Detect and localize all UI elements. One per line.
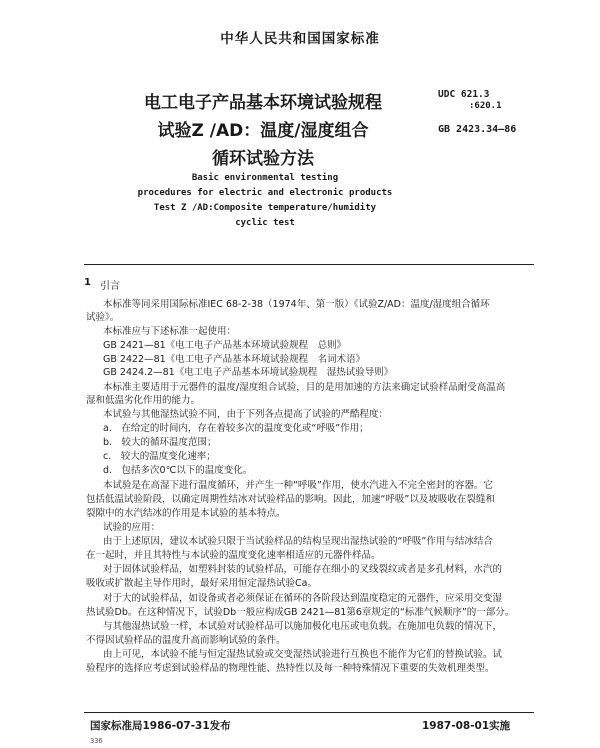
body-line: 本标准应与下述标准一起使用： xyxy=(103,326,237,337)
body-line: 与其他湿热试验一样，本试验对试验样品可以施加极化电压或电负载。在施加电负载的情况下， xyxy=(103,621,503,632)
body-line: 由上可见，本试验不能与恒定湿热试验或交变湿热试验进行互换也不能作为它们的替换试验。试 xyxy=(103,649,503,660)
effective-date: 1987-08-01实施 xyxy=(422,720,511,732)
body-line: 裂隙中的水汽结冰的作用是本试验的基本特点。 xyxy=(86,508,286,519)
body-line: c. 较大的温度变化速率； xyxy=(103,451,216,462)
body-line: 对于大的试验样品，如设备或者必须保证在循环的各阶段达到温度稳定的元器件，应采用交变湿 xyxy=(103,593,503,604)
title-en-line-1: Basic environmental testing xyxy=(191,173,339,183)
body-line: 试验的应用： xyxy=(103,522,161,533)
body-line: 试验》。 xyxy=(86,312,120,323)
body-line: 吸收或扩散起主导作用时，最好采用恒定湿热试验Ca。 xyxy=(86,578,317,589)
body-line: 包括低温试验阶段，以确定周期性结冰对试验样品的影响。因此，加速“呼吸”以及坡吸收在裂缝和 xyxy=(86,494,495,505)
body-line: b. 较大的循环温度范围； xyxy=(103,437,217,448)
title-en-line-3: Test Z /AD:Composite temperature/humidity xyxy=(153,203,377,213)
page-number: 336 xyxy=(90,737,103,745)
issuing-authority: 中华人民共和国国家标准 xyxy=(220,31,380,47)
udc-code-sub: :620.1 xyxy=(469,101,502,111)
body-line: d. 包括多次0℃以下的温度变化。 xyxy=(103,465,253,476)
standard-number: GB 2423.34—86 xyxy=(438,124,517,135)
top-divider xyxy=(84,264,534,265)
issue-date: 国家标准局1986-07-31发布 xyxy=(90,720,231,732)
title-cn-line-3: 循环试验方法 xyxy=(212,149,314,169)
section-title: 引言 xyxy=(100,281,120,292)
title-cn-line-2: 试验Z /AD：温度/湿度组合 xyxy=(157,121,369,141)
body-line: 本试验是在高湿下进行温度循环，并产生一种“呼吸”作用，使水汽进入不完全密封的容器。它 xyxy=(103,480,493,491)
body-line: 对于固体试验样品，如塑料封装的试验样品，可能存在细小的叉线裂纹或者是多孔材料，水汽的 xyxy=(103,564,503,575)
body-line: 热试验Db。在这种情况下，试验Db一般应构成GB 2421—81第6章规定的“标准气候顺序”的一部分。 xyxy=(86,607,515,618)
body-line: 在一起时，并且其特性与本试验的温度变化速率相适应的元器件样品。 xyxy=(86,550,381,561)
body-line: 本标准主要适用于元器件的温度/湿度组合试验，目的是用加速的方法来确定试验样品耐受高温高 xyxy=(103,382,506,393)
body-line: 验程序的选择应考虑到试验样品的物理性能、热特性以及每一种特殊情况下重要的失效机理类型。 xyxy=(86,663,495,674)
body-line: 本试验与其他湿热试验不同，由于下列各点提高了试验的严酷程度： xyxy=(103,409,389,420)
body-line: 本标准等同采用国际标准IEC 68-2-38（1974年、第一版）《试验Z/AD：温度/湿度组合循环 xyxy=(103,299,490,310)
title-cn-line-1: 电工电子产品基本环境试验规程 xyxy=(144,93,382,113)
section-number: 1 xyxy=(84,277,91,288)
title-en-line-2: procedures for electric and electronic products xyxy=(137,188,393,198)
body-line: 由于上述原因，建议本试验只限于当试验样品的结构呈现出湿热试验的“呼吸”作用与结冰结合 xyxy=(103,536,493,547)
body-line: GB 2421—81《电工电子产品基本环境试验规程 总则》 xyxy=(103,340,347,351)
title-en-line-4: cyclic test xyxy=(235,218,295,228)
bottom-divider xyxy=(84,712,534,713)
body-line: 湿和低温劣化作用的能力。 xyxy=(86,395,201,406)
body-line: GB 2424.2—81《电工电子产品基本环境试验规程 湿热试验导则》 xyxy=(103,367,394,378)
body-line: GB 2422—81《电工电子产品基本环境试验规程 名词术语》 xyxy=(103,354,366,365)
udc-code: UDC 621.3 xyxy=(438,89,490,100)
body-line: 不得因试验样品的温度升高而影响试验的条件。 xyxy=(86,635,286,646)
body-line: a. 在给定的时间内，存在着较多次的温度变化或“呼吸”作用； xyxy=(103,423,369,434)
